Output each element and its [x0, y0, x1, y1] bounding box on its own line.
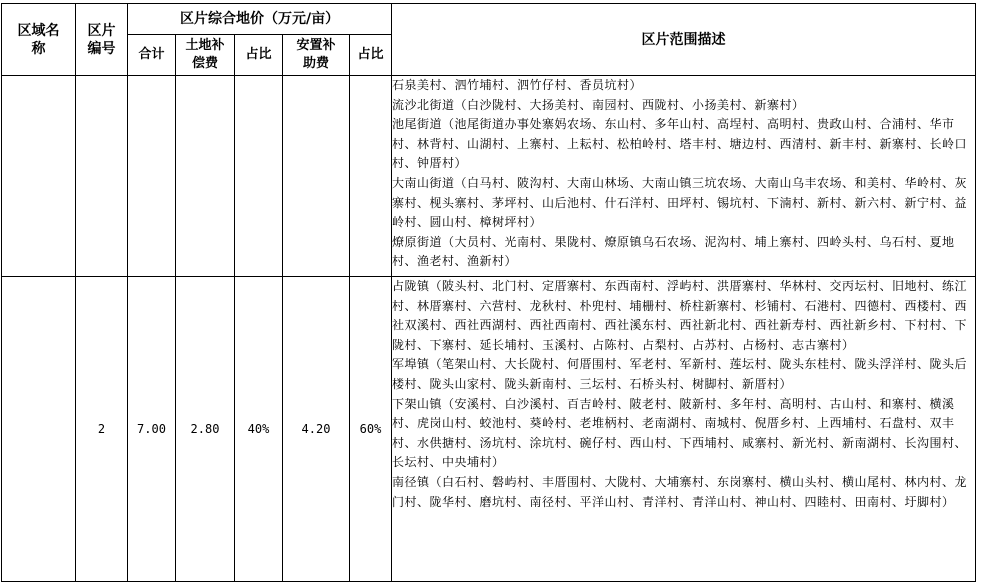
desc-paragraph: 流沙北街道（白沙陇村、大扬美村、南园村、西陇村、小扬美村、新寨村）	[392, 97, 805, 112]
resettle-cell: 4.20	[283, 277, 350, 582]
header-zone-no: 区片编号	[76, 4, 128, 76]
header-desc: 区片范围描述	[392, 4, 976, 76]
desc-paragraph: 燎原街道（大员村、光南村、果陇村、燎原镇乌石农场、泥沟村、埔上寨村、四岭头村、乌石村、夏地村、渔老村、渔新村）	[392, 234, 955, 269]
desc-paragraph: 占陇镇（陂头村、北门村、定厝寨村、东西南村、浮屿村、洪厝寨村、华林村、交丙坛村、旧地村、练江村、林厝寨村、六营村、龙秋村、朴兜村、埔栅村、桥柱新寨村、杉铺村、石港村、四德村、西楼村、西社双溪村、西社西湖村、西社西南村、西社溪东村、西社新北村、西社新寿村、西社新乡村、下村村、下陇村、下寨村、延长埔村、玉溪村、占陈村、占梨村、占苏村、占杨村、志古寨村）	[392, 279, 968, 352]
total-cell	[128, 76, 176, 277]
zone-cell	[76, 76, 128, 277]
area-name-cell	[2, 76, 76, 277]
ratio-cell: 40%	[235, 277, 283, 582]
zone-cell: 2	[76, 277, 128, 582]
desc-paragraph: 军埠镇（笔架山村、大长陇村、何厝围村、军老村、军新村、莲坛村、陇头东桂村、陇头浮洋村、陇头后楼村、陇头山家村、陇头新南村、三坛村、石桥头村、树脚村、新厝村）	[392, 357, 968, 391]
header-area-name: 区域名称	[2, 4, 76, 76]
ratio-cell: 60%	[350, 277, 392, 582]
desc-paragraph: 南径镇（白石村、磐屿村、丰厝围村、大陇村、大埔寨村、东岗寨村、横山头村、横山尾村、林内村、龙门村、陇华村、磨坑村、南径村、平洋山村、青洋村、青洋山村、神山村、四睦村、田南村、圩脚村）	[392, 474, 968, 509]
desc-paragraph: 下架山镇（安溪村、白沙溪村、百吉岭村、陂老村、陂新村、多年村、高明村、古山村、和寨村、横溪村、虎岗山村、蛟池村、葵岭村、老堆柄村、老南湖村、南城村、倪厝乡村、上西埔村、石盘村、双丰村、水供搪村、汤坑村、涂坑村、碗仔村、西山村、下西埔村、咸寨村、新光村、新南湖村、长沟围村、长坛村、中央埔村）	[392, 396, 968, 470]
land-price-table	[1, 3, 976, 582]
ratio-cell	[350, 76, 392, 277]
table-row	[2, 76, 976, 277]
land-comp-cell	[176, 76, 235, 277]
header-total: 合计	[128, 35, 176, 76]
area-name-cell	[2, 277, 76, 582]
ratio-cell	[235, 76, 283, 277]
desc-paragraph: 池尾街道（池尾街道办事处寨妈农场、东山村、多年山村、高埕村、高明村、贵政山村、合浦村、华市村、林背村、山湖村、上寨村、上耘村、松柏岭村、塔丰村、塘边村、西清村、新丰村、新寨村、长岭口村、钟厝村）	[392, 117, 968, 171]
header-price-group: 区片综合地价（万元/亩）	[128, 4, 392, 35]
header-ratio-2: 占比	[350, 35, 392, 76]
total-cell: 7.00	[128, 277, 176, 582]
header-resettle: 安置补助费	[283, 35, 350, 76]
header-land-comp: 土地补偿费	[176, 35, 235, 76]
desc-paragraph: 石泉美村、泗竹埔村、泗竹仔村、香员坑村）	[392, 78, 643, 92]
resettle-cell	[283, 76, 350, 277]
range-description	[392, 277, 976, 582]
land-comp-cell: 2.80	[176, 277, 235, 582]
desc-paragraph: 大南山街道（白马村、陂沟村、大南山林场、大南山镇三坑农场、大南山乌丰农场、和美村、华岭村、灰寨村、枧头寨村、茅坪村、山后池村、什石洋村、田坪村、锡坑村、下湳村、新村、新六村、新宁村、益岭村、圆山村、樟树坪村）	[392, 175, 968, 230]
header-ratio-1: 占比	[235, 35, 283, 76]
table-row	[2, 277, 976, 582]
range-description	[392, 76, 976, 277]
